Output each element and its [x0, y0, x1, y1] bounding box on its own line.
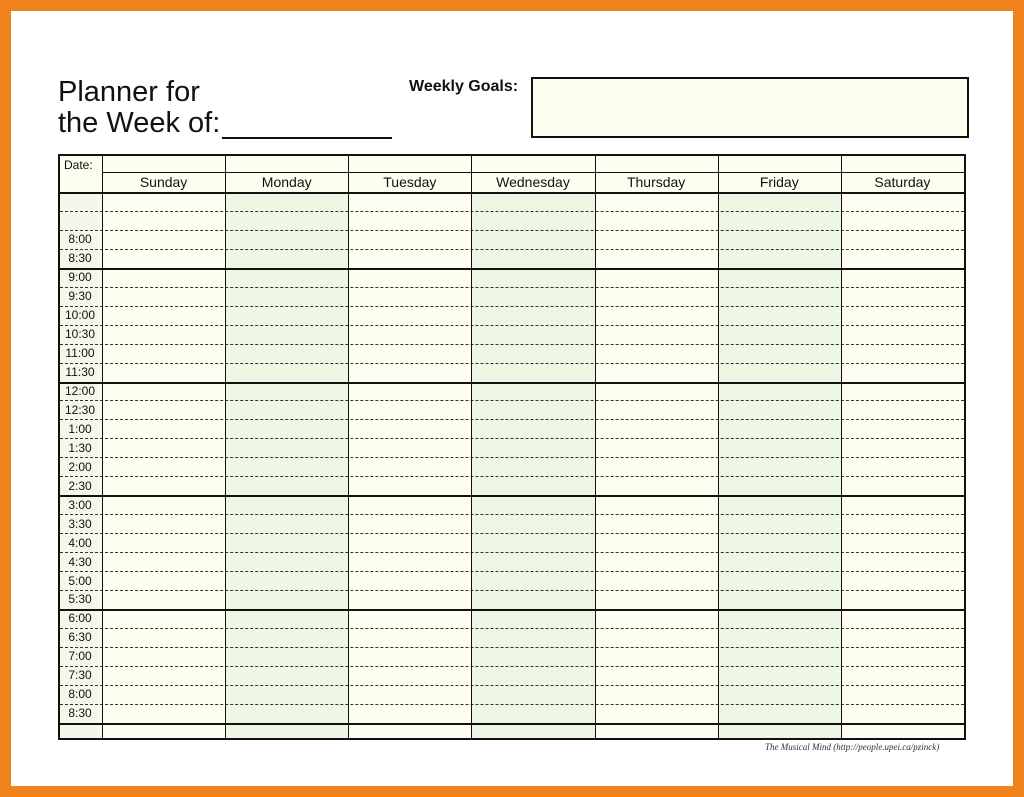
schedule-cell-sunday[interactable]	[102, 628, 225, 647]
schedule-cell-friday[interactable]	[718, 306, 841, 325]
time-label: 1:30	[68, 440, 92, 455]
schedule-cell-tuesday[interactable]	[348, 344, 471, 363]
schedule-cell-saturday[interactable]	[841, 628, 964, 647]
schedule-cell-tuesday[interactable]	[348, 287, 471, 306]
time-label: 9:30	[68, 289, 92, 304]
footer-credit: The Musical Mind (http://people.upei.ca/pzinck)	[765, 742, 940, 752]
schedule-cell-monday[interactable]	[225, 438, 348, 457]
time-label: 6:00	[68, 611, 92, 626]
schedule-cell-saturday[interactable]	[841, 249, 964, 268]
schedule-cell-tuesday[interactable]	[348, 533, 471, 552]
schedule-cell-saturday[interactable]	[841, 647, 964, 666]
schedule-cell-tuesday[interactable]	[348, 647, 471, 666]
schedule-cell-tuesday[interactable]	[348, 268, 471, 287]
schedule-cell-wednesday[interactable]	[471, 211, 594, 230]
schedule-cell-tuesday[interactable]	[348, 514, 471, 533]
day-column-divider	[718, 156, 719, 738]
schedule-cell-tuesday[interactable]	[348, 609, 471, 628]
time-column-divider	[102, 156, 103, 738]
schedule-cell-monday[interactable]	[225, 552, 348, 571]
day-header-thursday: Thursday	[626, 174, 686, 190]
schedule-cell-tuesday[interactable]	[348, 571, 471, 590]
day-column-divider	[841, 156, 842, 738]
schedule-cell-thursday[interactable]	[595, 457, 718, 476]
schedule-cell-thursday[interactable]	[595, 382, 718, 401]
schedule-cell-friday[interactable]	[718, 704, 841, 723]
schedule-cell-monday[interactable]	[225, 590, 348, 609]
schedule-cell-tuesday[interactable]	[348, 590, 471, 609]
schedule-cell-sunday[interactable]	[102, 268, 225, 287]
schedule-cell-tuesday[interactable]	[348, 495, 471, 514]
schedule-cell-monday[interactable]	[225, 704, 348, 723]
schedule-cell-friday[interactable]	[718, 495, 841, 514]
schedule-cell-thursday[interactable]	[595, 249, 718, 268]
schedule-cell-saturday[interactable]	[841, 685, 964, 704]
time-label: 3:30	[68, 516, 92, 531]
schedule-cell-sunday[interactable]	[102, 704, 225, 723]
schedule-cell-friday[interactable]	[718, 438, 841, 457]
schedule-cell-monday[interactable]	[225, 533, 348, 552]
schedule-cell-monday[interactable]	[225, 514, 348, 533]
schedule-cell-saturday[interactable]	[841, 514, 964, 533]
time-label: 8:30	[68, 251, 92, 266]
time-label: 11:00	[65, 346, 95, 361]
day-header-monday: Monday	[261, 174, 312, 190]
weekly-goals-label: Weekly Goals:	[409, 78, 519, 95]
schedule-cell-sunday[interactable]	[102, 666, 225, 685]
schedule-cell-tuesday[interactable]	[348, 325, 471, 344]
schedule-cell-thursday[interactable]	[595, 685, 718, 704]
schedule-cell-tuesday[interactable]	[348, 400, 471, 419]
schedule-cell-wednesday[interactable]	[471, 533, 594, 552]
schedule-cell-thursday[interactable]	[595, 514, 718, 533]
time-label: 6:30	[68, 630, 92, 645]
title-line-2	[58, 108, 392, 139]
schedule-cell-sunday[interactable]	[102, 419, 225, 438]
schedule-cell-wednesday[interactable]	[471, 306, 594, 325]
schedule-cell-wednesday[interactable]	[471, 363, 594, 382]
schedule-cell-monday[interactable]	[225, 628, 348, 647]
schedule-cell-sunday[interactable]	[102, 344, 225, 363]
schedule-cell-thursday[interactable]	[595, 704, 718, 723]
schedule-cell-sunday[interactable]	[102, 723, 225, 742]
page-title	[58, 77, 392, 139]
schedule-cell-saturday[interactable]	[841, 400, 964, 419]
schedule-cell-monday[interactable]	[225, 230, 348, 249]
schedule-cell-friday[interactable]	[718, 400, 841, 419]
schedule-cell-tuesday[interactable]	[348, 230, 471, 249]
weekly-goals-box[interactable]	[531, 77, 969, 138]
schedule-grid	[58, 154, 966, 740]
schedule-cell-thursday[interactable]	[595, 571, 718, 590]
schedule-cell-tuesday[interactable]	[348, 438, 471, 457]
time-label: 8:30	[68, 706, 92, 721]
schedule-cell-wednesday[interactable]	[471, 400, 594, 419]
schedule-cell-wednesday[interactable]	[471, 704, 594, 723]
schedule-cell-sunday[interactable]	[102, 192, 225, 211]
schedule-cell-thursday[interactable]	[595, 363, 718, 382]
schedule-cell-tuesday[interactable]	[348, 628, 471, 647]
schedule-cell-thursday[interactable]	[595, 211, 718, 230]
schedule-cell-thursday[interactable]	[595, 628, 718, 647]
schedule-cell-saturday[interactable]	[841, 457, 964, 476]
schedule-cell-saturday[interactable]	[841, 476, 964, 495]
schedule-cell-tuesday[interactable]	[348, 306, 471, 325]
schedule-cell-wednesday[interactable]	[471, 552, 594, 571]
schedule-cell-monday[interactable]	[225, 287, 348, 306]
schedule-cell-monday[interactable]	[225, 211, 348, 230]
schedule-cell-tuesday[interactable]	[348, 249, 471, 268]
week-of-blank[interactable]	[222, 110, 392, 139]
time-label: 1:00	[68, 421, 92, 436]
schedule-cell-sunday[interactable]	[102, 571, 225, 590]
schedule-cell-tuesday[interactable]	[348, 457, 471, 476]
schedule-cell-monday[interactable]	[225, 363, 348, 382]
schedule-cell-monday[interactable]	[225, 571, 348, 590]
schedule-cell-friday[interactable]	[718, 325, 841, 344]
schedule-cell-friday[interactable]	[718, 552, 841, 571]
schedule-cell-saturday[interactable]	[841, 230, 964, 249]
schedule-cell-friday[interactable]	[718, 363, 841, 382]
day-column-divider	[348, 156, 349, 738]
schedule-cell-wednesday[interactable]	[471, 268, 594, 287]
schedule-cell-sunday[interactable]	[102, 230, 225, 249]
schedule-cell-tuesday[interactable]	[348, 666, 471, 685]
time-label: 3:00	[68, 497, 92, 512]
day-column-divider	[595, 156, 596, 738]
schedule-cell-tuesday[interactable]	[348, 476, 471, 495]
schedule-cell-monday[interactable]	[225, 400, 348, 419]
schedule-cell-thursday[interactable]	[595, 723, 718, 742]
schedule-cell-monday[interactable]	[225, 609, 348, 628]
schedule-cell-friday[interactable]	[718, 211, 841, 230]
schedule-cell-wednesday[interactable]	[471, 609, 594, 628]
day-header-wednesday: Wednesday	[496, 174, 570, 190]
schedule-cell-monday[interactable]	[225, 666, 348, 685]
schedule-cell-wednesday[interactable]	[471, 628, 594, 647]
date-row-separator	[102, 172, 964, 173]
schedule-cell-sunday[interactable]	[102, 249, 225, 268]
schedule-cell-sunday[interactable]	[102, 552, 225, 571]
schedule-cell-tuesday[interactable]	[348, 382, 471, 401]
schedule-cell-friday[interactable]	[718, 533, 841, 552]
schedule-cell-wednesday[interactable]	[471, 590, 594, 609]
time-label: 7:00	[68, 649, 92, 664]
schedule-cell-sunday[interactable]	[102, 400, 225, 419]
schedule-cell-saturday[interactable]	[841, 590, 964, 609]
schedule-cell-sunday[interactable]	[102, 590, 225, 609]
date-label: Date:	[64, 158, 93, 172]
schedule-cell-monday[interactable]	[225, 382, 348, 401]
schedule-cell-tuesday[interactable]	[348, 211, 471, 230]
schedule-cell-sunday[interactable]	[102, 457, 225, 476]
schedule-cell-friday[interactable]	[718, 287, 841, 306]
schedule-cell-monday[interactable]	[225, 495, 348, 514]
time-label: 7:30	[68, 668, 92, 683]
schedule-cell-saturday[interactable]	[841, 382, 964, 401]
day-header-sunday: Sunday	[139, 174, 188, 190]
time-label: 2:00	[68, 459, 92, 474]
schedule-cell-tuesday[interactable]	[348, 723, 471, 742]
schedule-cell-thursday[interactable]	[595, 268, 718, 287]
schedule-cell-friday[interactable]	[718, 344, 841, 363]
time-label: 10:00	[64, 308, 96, 323]
schedule-cell-wednesday[interactable]	[471, 457, 594, 476]
schedule-cell-wednesday[interactable]	[471, 419, 594, 438]
schedule-cell-wednesday[interactable]	[471, 344, 594, 363]
schedule-cell-thursday[interactable]	[595, 476, 718, 495]
schedule-cell-wednesday[interactable]	[471, 382, 594, 401]
schedule-cell-sunday[interactable]	[102, 211, 225, 230]
schedule-cell-saturday[interactable]	[841, 723, 964, 742]
schedule-cell-saturday[interactable]	[841, 533, 964, 552]
time-label: 4:30	[68, 554, 92, 569]
time-label: 8:00	[68, 232, 92, 247]
schedule-cell-thursday[interactable]	[595, 647, 718, 666]
schedule-cell-saturday[interactable]	[841, 552, 964, 571]
schedule-cell-thursday[interactable]	[595, 400, 718, 419]
schedule-cell-monday[interactable]	[225, 325, 348, 344]
day-column-divider	[471, 156, 472, 738]
schedule-cell-sunday[interactable]	[102, 287, 225, 306]
schedule-cell-tuesday[interactable]	[348, 419, 471, 438]
schedule-cell-thursday[interactable]	[595, 590, 718, 609]
schedule-cell-wednesday[interactable]	[471, 723, 594, 742]
time-label: 4:00	[68, 535, 92, 550]
time-label: 8:00	[68, 687, 92, 702]
schedule-cell-wednesday[interactable]	[471, 514, 594, 533]
schedule-cell-thursday[interactable]	[595, 287, 718, 306]
schedule-cell-wednesday[interactable]	[471, 571, 594, 590]
time-label: 2:30	[68, 478, 92, 493]
schedule-cell-tuesday[interactable]	[348, 552, 471, 571]
schedule-cell-monday[interactable]	[225, 476, 348, 495]
schedule-cell-friday[interactable]	[718, 419, 841, 438]
schedule-cell-saturday[interactable]	[841, 287, 964, 306]
schedule-cell-saturday[interactable]	[841, 268, 964, 287]
schedule-cell-sunday[interactable]	[102, 306, 225, 325]
schedule-cell-friday[interactable]	[718, 192, 841, 211]
schedule-cell-sunday[interactable]	[102, 647, 225, 666]
schedule-cell-wednesday[interactable]	[471, 230, 594, 249]
schedule-cell-tuesday[interactable]	[348, 192, 471, 211]
day-header-friday: Friday	[759, 174, 799, 190]
schedule-cell-sunday[interactable]	[102, 514, 225, 533]
schedule-cell-thursday[interactable]	[595, 533, 718, 552]
schedule-cell-friday[interactable]	[718, 268, 841, 287]
time-label: 12:30	[64, 402, 96, 417]
day-column-divider	[225, 156, 226, 738]
schedule-cell-wednesday[interactable]	[471, 287, 594, 306]
schedule-cell-monday[interactable]	[225, 723, 348, 742]
day-header-saturday: Saturday	[874, 174, 931, 190]
schedule-cell-monday[interactable]	[225, 306, 348, 325]
schedule-cell-sunday[interactable]	[102, 476, 225, 495]
week-of-label: the Week of:	[58, 107, 221, 139]
schedule-cell-wednesday[interactable]	[471, 476, 594, 495]
schedule-cell-friday[interactable]	[718, 571, 841, 590]
schedule-cell-saturday[interactable]	[841, 211, 964, 230]
schedule-cell-friday[interactable]	[718, 457, 841, 476]
schedule-cell-wednesday[interactable]	[471, 647, 594, 666]
title-line-1: Planner for	[58, 76, 200, 108]
schedule-cell-saturday[interactable]	[841, 419, 964, 438]
schedule-cell-sunday[interactable]	[102, 363, 225, 382]
schedule-cell-sunday[interactable]	[102, 495, 225, 514]
time-label: 5:30	[68, 592, 92, 607]
day-header-tuesday: Tuesday	[383, 174, 437, 190]
schedule-cell-wednesday[interactable]	[471, 325, 594, 344]
schedule-cell-thursday[interactable]	[595, 344, 718, 363]
schedule-cell-friday[interactable]	[718, 723, 841, 742]
schedule-cell-friday[interactable]	[718, 590, 841, 609]
schedule-cell-monday[interactable]	[225, 268, 348, 287]
time-label: 11:30	[65, 365, 95, 380]
schedule-cell-sunday[interactable]	[102, 533, 225, 552]
schedule-cell-wednesday[interactable]	[471, 438, 594, 457]
schedule-cell-sunday[interactable]	[102, 382, 225, 401]
schedule-cell-saturday[interactable]	[841, 666, 964, 685]
time-label: 10:30	[64, 327, 96, 342]
schedule-cell-friday[interactable]	[718, 476, 841, 495]
schedule-cell-sunday[interactable]	[102, 685, 225, 704]
schedule-cell-wednesday[interactable]	[471, 192, 594, 211]
schedule-cell-saturday[interactable]	[841, 325, 964, 344]
schedule-cell-sunday[interactable]	[102, 609, 225, 628]
schedule-cell-friday[interactable]	[718, 647, 841, 666]
schedule-cell-monday[interactable]	[225, 685, 348, 704]
schedule-cell-saturday[interactable]	[841, 306, 964, 325]
time-label: 12:00	[64, 384, 96, 398]
schedule-cell-thursday[interactable]	[595, 666, 718, 685]
schedule-cell-saturday[interactable]	[841, 571, 964, 590]
schedule-cell-sunday[interactable]	[102, 438, 225, 457]
schedule-cell-saturday[interactable]	[841, 438, 964, 457]
schedule-cell-saturday[interactable]	[841, 704, 964, 723]
schedule-cell-wednesday[interactable]	[471, 685, 594, 704]
schedule-cell-friday[interactable]	[718, 514, 841, 533]
schedule-cell-friday[interactable]	[718, 628, 841, 647]
schedule-cell-sunday[interactable]	[102, 325, 225, 344]
schedule-cell-wednesday[interactable]	[471, 666, 594, 685]
schedule-cell-friday[interactable]	[718, 230, 841, 249]
schedule-cell-thursday[interactable]	[595, 495, 718, 514]
schedule-cell-wednesday[interactable]	[471, 249, 594, 268]
schedule-cell-saturday[interactable]	[841, 344, 964, 363]
schedule-cell-friday[interactable]	[718, 666, 841, 685]
schedule-cell-thursday[interactable]	[595, 609, 718, 628]
schedule-cell-monday[interactable]	[225, 419, 348, 438]
schedule-cell-monday[interactable]	[225, 457, 348, 476]
schedule-cell-tuesday[interactable]	[348, 704, 471, 723]
time-label: 5:00	[68, 573, 92, 588]
schedule-cell-thursday[interactable]	[595, 552, 718, 571]
schedule-cell-friday[interactable]	[718, 609, 841, 628]
schedule-cell-friday[interactable]	[718, 382, 841, 401]
schedule-cell-thursday[interactable]	[595, 306, 718, 325]
schedule-cell-saturday[interactable]	[841, 495, 964, 514]
schedule-cell-tuesday[interactable]	[348, 685, 471, 704]
schedule-cell-thursday[interactable]	[595, 230, 718, 249]
time-label: 9:00	[68, 270, 92, 285]
schedule-cell-monday[interactable]	[225, 344, 348, 363]
schedule-cell-saturday[interactable]	[841, 363, 964, 382]
schedule-cell-saturday[interactable]	[841, 609, 964, 628]
schedule-cell-thursday[interactable]	[595, 419, 718, 438]
schedule-cell-monday[interactable]	[225, 249, 348, 268]
schedule-cell-tuesday[interactable]	[348, 363, 471, 382]
schedule-cell-thursday[interactable]	[595, 438, 718, 457]
schedule-cell-wednesday[interactable]	[471, 495, 594, 514]
schedule-cell-friday[interactable]	[718, 685, 841, 704]
schedule-cell-thursday[interactable]	[595, 192, 718, 211]
schedule-cell-saturday[interactable]	[841, 192, 964, 211]
schedule-cell-thursday[interactable]	[595, 325, 718, 344]
schedule-cell-friday[interactable]	[718, 249, 841, 268]
schedule-cell-monday[interactable]	[225, 647, 348, 666]
schedule-cell-monday[interactable]	[225, 192, 348, 211]
